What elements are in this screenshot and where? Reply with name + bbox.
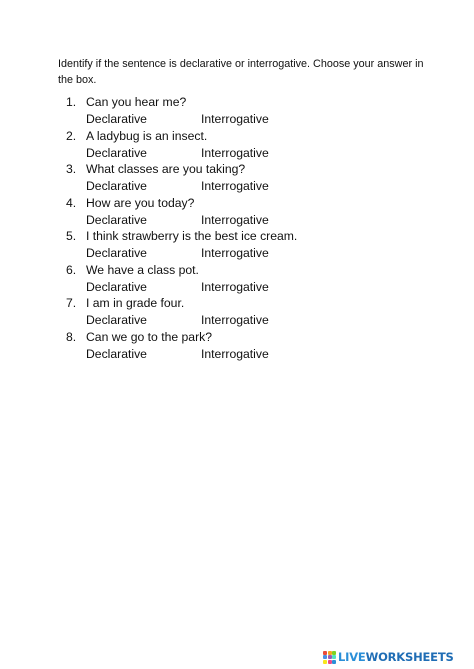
declarative-option[interactable]: Declarative xyxy=(86,313,147,327)
question-item xyxy=(66,195,406,229)
question-item xyxy=(66,329,406,363)
question-number: 6. xyxy=(66,262,77,277)
question-text: We have a class pot. xyxy=(86,262,199,277)
question-text: How are you today? xyxy=(86,195,195,210)
question-text: Can we go to the park? xyxy=(86,329,213,344)
question-number: 3. xyxy=(66,162,77,176)
declarative-option[interactable]: Declarative xyxy=(86,279,147,294)
instructions-text: Identify if the sentence is declarative or interrogative. Choose your answer in the box. xyxy=(58,58,424,86)
question-number: 7. xyxy=(66,296,77,310)
question-number: 2. xyxy=(66,128,77,143)
interrogative-option[interactable]: Interrogative xyxy=(201,246,269,260)
liveworksheets-logo xyxy=(323,650,454,664)
question-text: I am in grade four. xyxy=(86,296,185,310)
question-number: 1. xyxy=(66,95,77,109)
logo-grid-icon xyxy=(323,651,336,664)
question-text: What classes are you taking? xyxy=(86,162,246,176)
logo-wordmark xyxy=(338,650,454,664)
interrogative-option[interactable]: Interrogative xyxy=(201,212,269,227)
question-text: Can you hear me? xyxy=(86,95,187,109)
question-list xyxy=(66,94,406,362)
logo-word-worksheets: WORKSHEETS xyxy=(365,650,454,664)
declarative-option[interactable]: Declarative xyxy=(86,346,147,361)
interrogative-option[interactable]: Interrogative xyxy=(201,279,269,294)
question-number: 5. xyxy=(66,229,77,243)
question-number: 4. xyxy=(66,195,77,210)
declarative-option[interactable]: Declarative xyxy=(86,179,147,193)
interrogative-option[interactable]: Interrogative xyxy=(201,145,269,160)
question-number: 8. xyxy=(66,329,77,344)
question-text: A ladybug is an insect. xyxy=(86,128,208,143)
question-item xyxy=(66,128,406,162)
interrogative-option[interactable]: Interrogative xyxy=(201,346,269,361)
declarative-option[interactable]: Declarative xyxy=(86,145,147,160)
declarative-option[interactable]: Declarative xyxy=(86,246,147,260)
question-item xyxy=(66,228,406,262)
interrogative-option[interactable]: Interrogative xyxy=(201,112,269,126)
question-item xyxy=(66,262,406,296)
declarative-option[interactable]: Declarative xyxy=(86,112,147,126)
question-item xyxy=(66,161,406,195)
declarative-option[interactable]: Declarative xyxy=(86,212,147,227)
logo-word-live: LIVE xyxy=(338,650,366,664)
interrogative-option[interactable]: Interrogative xyxy=(201,179,269,193)
interrogative-option[interactable]: Interrogative xyxy=(201,313,269,327)
question-item xyxy=(66,94,406,128)
question-text: I think strawberry is the best ice cream. xyxy=(86,229,298,243)
question-item xyxy=(66,295,406,329)
